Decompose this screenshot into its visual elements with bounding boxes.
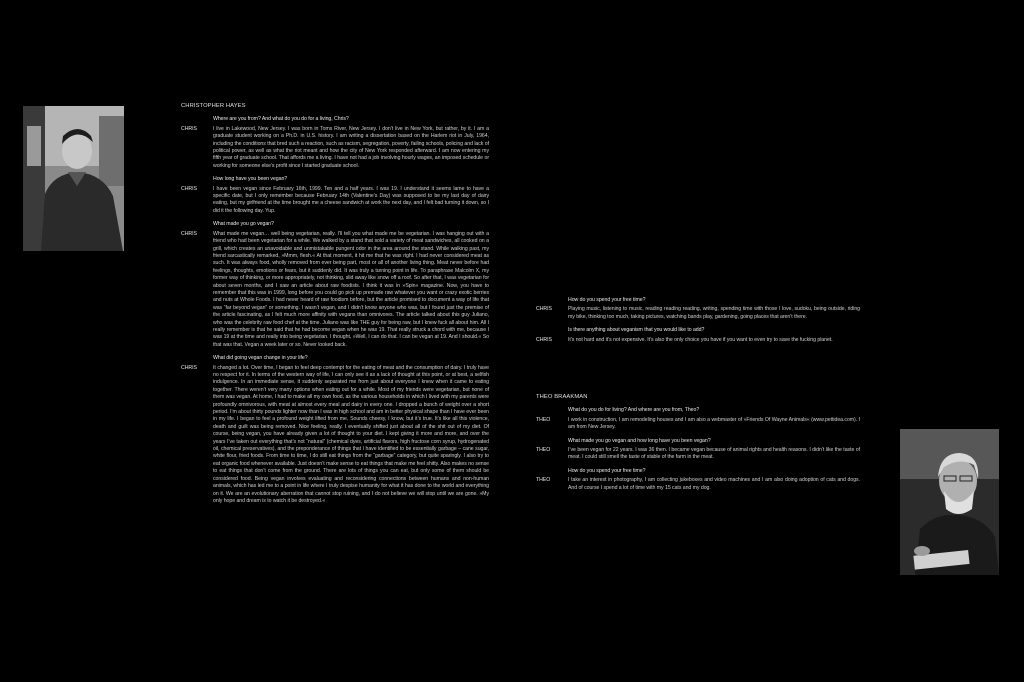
answer-text: It’s not hard and it’s not expensive. It’s also the only choice you have if you want to even try to save the fucking planet. [568, 336, 833, 343]
answer-block [536, 417, 860, 432]
interviewee-name-theo: THEO BRAAKMAN [536, 394, 588, 401]
answer-block [181, 186, 489, 216]
answer-block [181, 231, 489, 350]
speaker-label: THEO [536, 416, 551, 423]
answer-block [536, 477, 860, 492]
theo-portrait-photo [900, 429, 999, 575]
question: Where are you from? And what do you do for a living, Chris? [213, 116, 349, 123]
answer-block [181, 364, 489, 504]
speaker-label: CHRIS [181, 230, 197, 237]
question: What do you do for living? And where are you from, Theo? [568, 407, 700, 414]
speaker-label: THEO [536, 477, 551, 484]
answer-text: Playing music, listening to music, reading reading reading, writing, spending time with those I love, sudoku, being outside, riding my bike, thinking too much, taking pictures, watching bands play, gardening, going places that aren’t there. [568, 306, 860, 320]
answer-block [536, 337, 860, 344]
answer-text: I take an interest in photography, I am collecting jukeboxes and video machines and I am also doing adoption of cats and dogs. And of course I spend a lot of time with my 15 cats and my dog. [568, 477, 860, 491]
answer-text: What made me vegan… well being vegetarian, really. I’ll tell you what made me be vegetarian. I was hanging out with a friend who had been vegetarian for a while. We walked by a stand that sold a variety of meat sandwiches, all cooked on a grill, which creates an unavoidable and unmistakable pungent odor in the area around the stand. While walking past, my friend sarcastically remarked, »Mmm, flesh.« At that moment, it hit me that he was right. I had never considered meat as such. It was always food, wholly removed from ever being part, most or all of another living thing. Meat never before had feelings, thoughts, emotions or fears, but it suddenly did. It was truly a turning point in life. To paraphrase Malcolm X, my former way of thinking, or more appropriately, not thinking, slid away like snow off a roof. So after that, I was vegetarian for about seven months, and I saw an article about raw foodists. I think it was in »Spin« magazine. Now, you have to remember that this was in 1999, long before you could go pick up premade raw whatever you want or crazy exotic berries and nuts at Whole Foods. I had never heard of raw foodism before, but the article promised to document a way of life that was “far beyond vegan” or something. I wasn’t vegan, and I didn’t know anyone who was, but I found just the premise of the article fascinating, as I felt much more affinity with vegans than omnivores. The article talked about this guy Juliano, who was the celebrity raw food chef at the time. Juliano was like THE guy for being raw, but I knew fuck all about him. All I really remember is that he said that he had become vegan when he was 19. That really struck a chord with me, because I was 19 at the time and really into being vegetarian. I thought, »Well, I can do that. I can be vegan at 19. And I should.« So that was that. Vegan a week later or so. Never looked back. [213, 230, 489, 348]
speaker-label: THEO [536, 447, 551, 454]
question: How do you spend your free time? [568, 467, 646, 474]
speaker-label: CHRIS [181, 125, 197, 132]
speaker-label: CHRIS [536, 336, 552, 343]
answer-text: I live in Lakewood, New Jersey. I was born in Toms River, New Jersey. I don’t live in New York, but rather, by it. I am a graduate student working on a Ph.D. in U.S. history. I am writing a dissertation based on the Harlem riot in July, 1964, including the conditions that bred such a reaction, such as racism, segregation, poverty, failing schools, policing and lack of political power, as well as what the riot meant and how the city of New York responded afterward. I am now entering my fifth year of graduate school. That affords me a living. I have not had a job involving hourly wages, an imposed schedule or working for someone else’s profit since I started graduate school. [213, 125, 489, 169]
question: How do you spend your free time? [568, 297, 646, 303]
answer-text: I’ve been vegan for 22 years. I was 36 then. I became vegan because of animal rights and health reasons. I didn’t like the taste of meat. I could still smell the taste of stable of the farm in the meat. [568, 447, 860, 461]
answer-text-continued: It changed a lot. Over time, I began to feel deep contempt for the eating of meat and the consumption of dairy. I truly have no respect for it. In terms of the western way of life, I can only see it as a lack of thought at this point, or at best, a selfish indulgence. In an immediate sense, it suddenly separated me from just about everyone I knew when it came to eating together. There weren’t very many options when eating out for a while. Most of my friends were vegetarian, but none of them was vegan. At home, I had to make all my own food, as the various households in which I lived with my parents were profoundly omnivorous, with meat at almost every meal and dairy in every one. I dropped a bunch of weight over a short period. I’m about thirty pounds lighter now than I was in high school and am in better physical shape than I have ever been in my life. I began to feel a profound weight lifted from me. Sounds cheesy, I know, but it’s true. It’s like all this violence, death and guilt was being removed. Nice feeling, really. I eventually shifted just about all of the shit out of my diet. Of course, being vegan, you have already given a lot of thought to your diet. I kept giving it more and more, and over the years I’ve taken out everything that’s not “natural” (chemical dyes, artificial flavors, high fructose corn syrup, hydrogenated oil, chemical preservatives), and the preponderance of things that I have identified to be essentially garbage – cane sugar, white flour, fried foods. From time to time, I do still eat things from the “garbage” category, but quite sparingly. I also try to eat organic food whenever available. Just doesn’t make sense to eat things that make me feel shitty. Also makes no sense to eat things that don’t come from the ground. There are lots of things you can eat, but only some of them should be considered food. Being vegan involves evaluating and reconsidering connections between humans and non-human animals, which has led me to a point in life where I truly despise humanity for what it has done to the world and everything on it. We are an evolutionary aberration that cannot stop ruining, and I do not believe we will stop until we are gone. »My only hope and dream is to watch it be destroyed.« [213, 364, 489, 504]
answer-block [536, 447, 860, 462]
question: What made you go vegan? [213, 221, 274, 228]
speaker-label: CHRIS [181, 185, 197, 192]
question: Is there anything about veganism that you would like to add? [568, 327, 705, 334]
question: What did going vegan change in your life? [213, 355, 308, 362]
interview-column-1 [181, 103, 489, 504]
interviewee-name-chris: CHRISTOPHER HAYES [181, 103, 246, 109]
speaker-label: CHRIS [181, 364, 197, 371]
question: How long have you been vegan? [213, 176, 288, 183]
chris-portrait-photo [23, 106, 124, 251]
answer-block [181, 126, 489, 170]
answer-block [536, 306, 860, 321]
interview-column-2 [536, 133, 860, 492]
answer-text: I work in construction, I am remodeling houses and I am also a webmaster of »Friends Of Wayne Animals« (www.pettidea.com). I am from New Jersey. [568, 416, 860, 431]
question: What made you go vegan and how long have you been vegan? [568, 437, 711, 444]
answer-text: I have been vegan since February 16th, 1999. Ten and a half years. I was 19. I understand it seems lame to have a specific date, but I only remember because February 14th (Valentine’s Day) was supposed to be my last day of dairy eating, but my girlfriend at the time brought me a cheese sandwich at work the next day, and I felt bad turning it down, so I did it the following day. Yup. [213, 185, 489, 214]
speaker-label: CHRIS [536, 306, 552, 313]
